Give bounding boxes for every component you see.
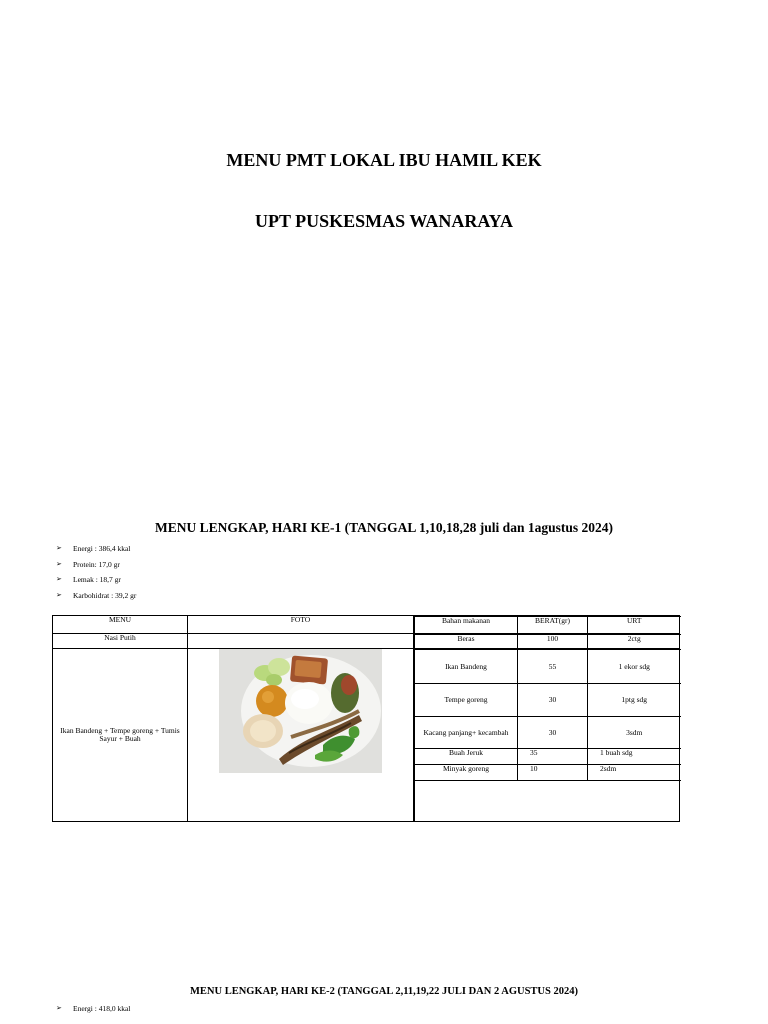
table-cell-bahan: Tempe goreng — [415, 684, 518, 717]
table-cell-urt: 1 ekor sdg — [588, 650, 681, 684]
header-right — [414, 616, 681, 633]
list-item: ➢ Energi : 418,0 kkal — [56, 1004, 130, 1020]
table-cell-urt: 1ptg sdg — [588, 684, 681, 717]
document-subtitle: UPT PUSKESMAS WANARAYA — [254, 211, 514, 231]
food-photo-cell — [188, 649, 414, 822]
arrowhead-bullet-icon: ➢ — [56, 1004, 62, 1012]
table-cell-bahan: Ikan Bandeng — [415, 650, 518, 684]
day2-heading: MENU LENGKAP, HARI KE-2 (TANGGAL 2,11,19,22 JULI DAN 2 AGUSTUS 2024) — [190, 986, 578, 997]
table-cell-bahan: Minyak goreng — [415, 765, 518, 781]
table-cell-urt: 1 buah sdg — [588, 749, 681, 765]
arrowhead-bullet-icon: ➢ — [56, 544, 62, 552]
table-cell-bahan: Beras — [415, 634, 518, 648]
table-cell-berat: 30 — [518, 717, 588, 749]
table-cell-empty — [415, 781, 681, 821]
table-cell-bahan: Kacang panjang+ kecambah — [415, 717, 518, 749]
table-cell-foto-empty — [188, 633, 414, 649]
arrowhead-bullet-icon: ➢ — [56, 591, 62, 600]
ingredients-table — [414, 649, 681, 821]
table-cell-urt: 3sdm — [588, 717, 681, 749]
table-cell-bahan: Buah Jeruk — [415, 749, 518, 765]
list-item: ➢ Energi : 386,4 kkal — [56, 544, 136, 560]
table-row — [414, 634, 681, 649]
table-cell-berat: 100 — [518, 634, 588, 648]
day1-menu-table — [52, 615, 680, 822]
day1-heading: MENU LENGKAP, HARI KE-1 (TANGGAL 1,10,18,28 juli dan 1agustus 2024) — [155, 520, 613, 535]
header-bahan: Bahan makanan — [415, 617, 518, 633]
day1-nutrition-list — [56, 544, 136, 607]
header-menu: MENU — [53, 616, 188, 634]
list-item: ➢ Karbohidrat : 39,2 gr — [56, 591, 136, 607]
table-cell-berat: 10 — [518, 765, 588, 781]
table-cell-berat: 30 — [518, 684, 588, 717]
table-cell-berat: 35 — [518, 749, 588, 765]
arrowhead-bullet-icon: ➢ — [56, 559, 62, 568]
food-photo — [219, 649, 382, 773]
header-urt: URT — [588, 617, 681, 633]
header-berat: BERAT(gr) — [518, 617, 588, 633]
table-cell-menu: Nasi Putih — [53, 633, 188, 649]
arrowhead-bullet-icon: ➢ — [56, 575, 62, 584]
table-cell-menu: Ikan Bandeng + Tempe goreng + Tumis Sayur + Buah — [53, 649, 188, 822]
document-title: MENU PMT LOKAL IBU HAMIL KEK — [226, 150, 542, 170]
header-foto: FOTO — [188, 616, 414, 634]
food-photo-illustration — [219, 649, 382, 773]
list-item: ➢ Protein: 17,0 gr — [56, 560, 136, 576]
table-cell-berat: 55 — [518, 650, 588, 684]
day2-nutrition-list — [56, 1004, 130, 1020]
list-item: ➢ Lemak : 18,7 gr — [56, 575, 136, 591]
table-cell-urt: 2ctg — [588, 634, 681, 648]
table-cell-urt: 2sdm — [588, 765, 681, 781]
